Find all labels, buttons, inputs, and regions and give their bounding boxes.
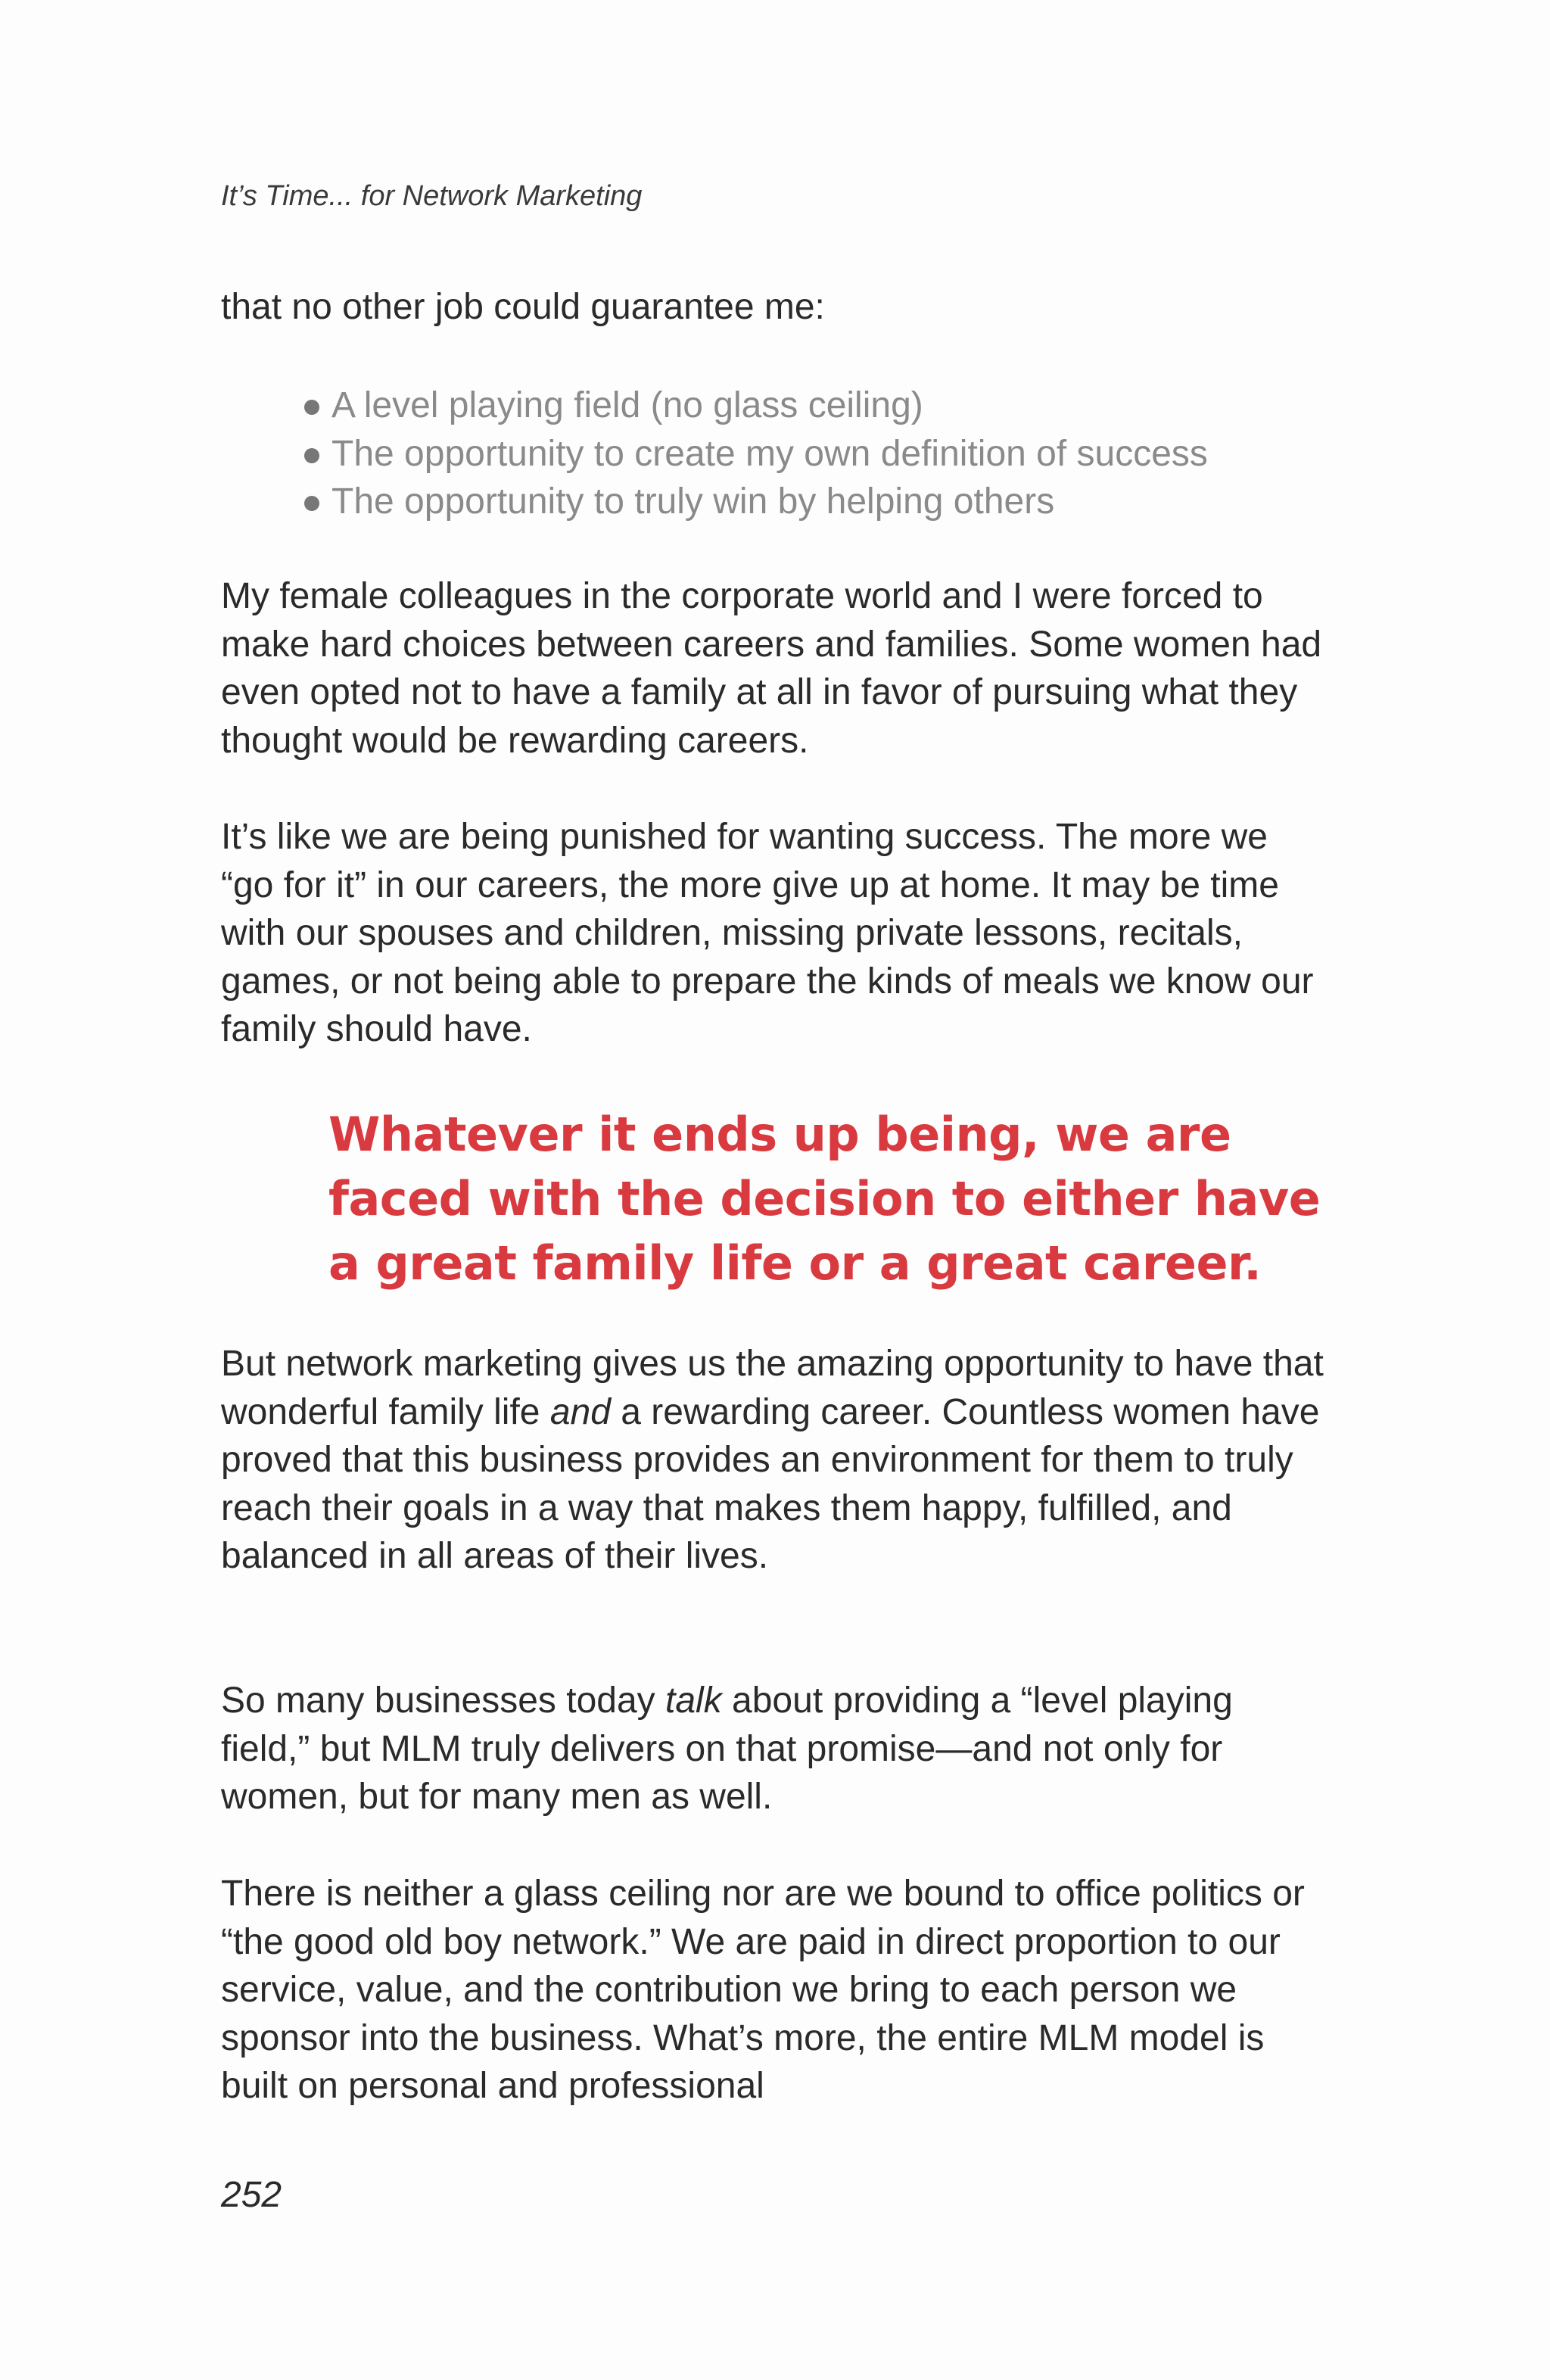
intro-line: that no other job could guarantee me: <box>221 287 825 327</box>
bullet-list <box>301 382 1208 526</box>
paragraph-3-text: But network marketing gives us the amazing opportunity to have that wonderful family life <box>221 1344 1324 1432</box>
page-number: 252 <box>221 2175 282 2215</box>
paragraph-4-emphasis: talk <box>665 1681 722 1721</box>
paragraph-3-text-end: a rewarding career. Countless women have proved that this business provides an environment for them to truly reach their goals in a way that makes them happy, fulfilled, and balanced in all areas of their lives. <box>221 1391 1320 1576</box>
paragraph-4 <box>221 1677 1326 1821</box>
paragraph-3-emphasis: and <box>549 1391 611 1432</box>
bullet-item: A level playing field (no glass ceiling) <box>301 382 1208 430</box>
bullet-item: The opportunity to create my own definition of success <box>301 430 1208 478</box>
pull-quote: Whatever it ends up being, we are faced with the decision to either have a great family life or a great career. <box>328 1107 1321 1291</box>
paragraph-4-text-end: about providing a “level playing field,” but MLM truly delivers on that promise—and not only for women, but for many men as well. <box>221 1681 1233 1817</box>
paragraph-3 <box>221 1340 1326 1581</box>
running-head: It’s Time... for Network Marketing <box>221 180 643 212</box>
paragraph-4-text: So many businesses today <box>221 1681 665 1721</box>
bullet-item: The opportunity to truly win by helping others <box>301 478 1208 526</box>
paragraph-5: There is neither a glass ceiling nor are we bound to office politics or “the good old boy network.” We are paid in direct proportion to our service, value, and the contribution we bring to each person we sponsor into the business. What’s more, the entire MLM model is built on personal and professional <box>221 1874 1305 2106</box>
paragraph-1: My female colleagues in the corporate world and I were forced to make hard choices between careers and families. Some women had even opted not to have a family at all in favor of pursuing what they thought would be rewarding careers. <box>221 576 1322 761</box>
paragraph-2: It’s like we are being punished for wanting success. The more we “go for it” in our careers, the more give up at home. It may be time with our spouses and children, missing private lessons, recitals, games, or not being able to prepare the kinds of meals we know our family should have. <box>221 817 1314 1049</box>
